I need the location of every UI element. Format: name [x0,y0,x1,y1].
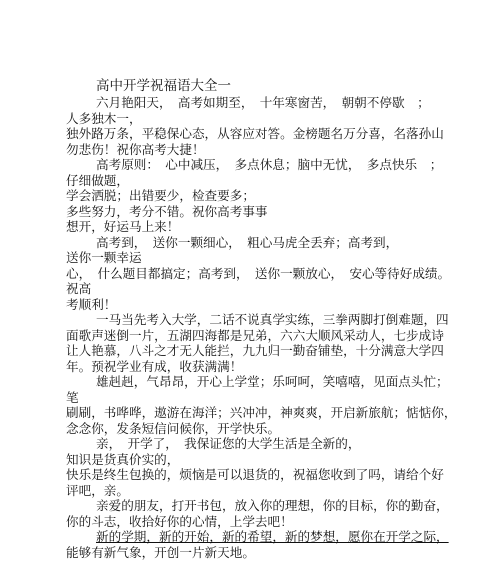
document-title: 高中开学祝福语大全一 [96,78,231,94]
text-line: 你的斗志，收拾好你的心情，上学去吧！ [66,513,293,529]
text-line: 念念你，发条短信问候你，开学快乐。 [66,420,281,436]
text-line: 亲爱的朋友，打开书包，放入你的理想，你的目标，你的勤奋， [96,498,449,513]
highlighted-text-line: 新的学期，新的开始，新的希望，新的梦想，愿你在开学之际， [96,529,449,544]
text-line: 想开，好运马上来！ [66,219,180,234]
text-line: 多些努力，考分不错。祝你高考事事 [66,203,268,219]
text-line: 独外路万条，平稳保心态，从容应对答。金榜题名万分喜，名落孙山 [66,126,444,141]
text-line: 心， 什么题目都搞定；高考到， 送你一颗放心， 安心等待好成绩。 [66,265,451,281]
text-line: 让人艳慕，八斗之才无人能拦，九九归一勤奋铺垫，十分满意大学四 [66,343,444,358]
text-line: 雄赳赳，气昂昂，开心上学堂；乐呵呵，笑嘻嘻，见面点头忙； [96,374,449,389]
text-line: 送你一颗幸运 [66,250,142,265]
text-line: 快乐是终生包换的，烦恼是可以退货的，祝福您收到了吗，请给个好 [66,467,444,482]
text-line: 亲， 开学了， 我保证您的大学生活是全新的， [96,436,361,451]
text-line: 仔细做题， [66,172,129,188]
text-line: 勿悲伤！祝你高考大捷！ [66,141,205,157]
text-line: 评吧，亲。 [66,482,129,498]
text-line: 能够有新气象，开创一片新天地。 [66,544,255,560]
text-line: 笔 [66,389,79,405]
text-line: 考顺利！ [66,296,117,312]
text-line: 祝高 [66,281,92,296]
text-line: 面歌声迷倒一片，五湖四海都是兄弟，六六大顺风采动人，七步成诗 [66,327,444,343]
text-line: 六月艳阳天， 高考如期至， 十年寒窗苦， 朝朝不停歇 ； [96,95,430,110]
text-line: 学会洒脱；出错要少，检查要多； [66,188,255,203]
text-line: 人多独木一， [66,110,142,126]
text-line: 知识是货真价实的， [66,451,180,467]
text-line: 年。预祝学业有成，收获满满！ [66,358,243,374]
text-line: 刷刷，书哗哗，遨游在海洋；兴冲冲，神爽爽，开启新旅航；惦惦你， [66,405,457,420]
text-line: 高考到， 送你一颗细心， 粗心马虎全丢弃；高考到， [96,234,399,250]
text-line: 一马当先考入大学，二话不说真学实练，三拳两脚打倒难题，四 [96,312,449,327]
text-line: 高考原则： 心中减压， 多点休息；脑中无忧， 多点快乐 ； [96,157,443,172]
